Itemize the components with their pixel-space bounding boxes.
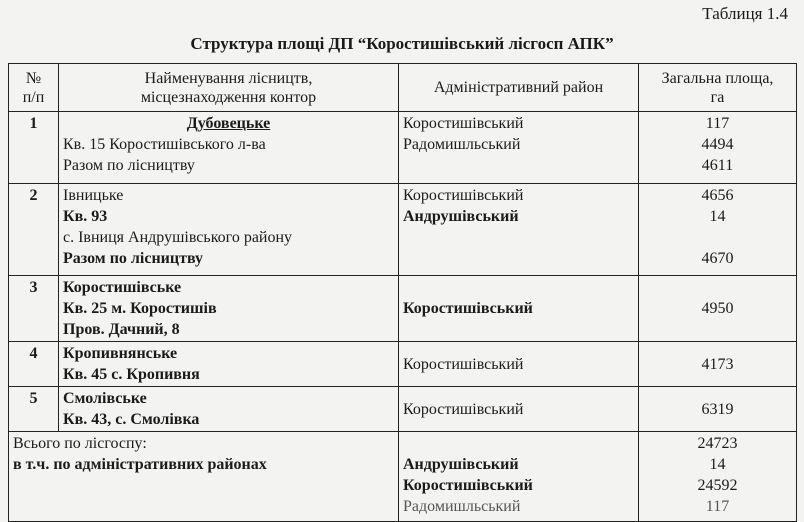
forestry-name: Смолівське xyxy=(63,390,147,407)
table-row xyxy=(9,342,797,387)
header-name-line: місцезнаходження контор xyxy=(140,88,317,106)
forestry-structure-table xyxy=(8,63,797,522)
header-num-line: п/п xyxy=(22,88,45,106)
office-location: с. Івниця Андрушівського району xyxy=(63,229,293,246)
forestry-name-cell xyxy=(59,342,399,387)
forestry-name: Дубовецьке xyxy=(186,115,271,132)
area-value: 4656 xyxy=(701,187,734,204)
area-value: 14 xyxy=(709,208,726,225)
region-cell xyxy=(399,387,639,432)
forestry-name: Івницьке xyxy=(63,187,124,204)
header-region-text: Адміністративний район xyxy=(433,79,604,96)
table-row xyxy=(9,184,797,276)
forestry-name: Коростишівське xyxy=(63,279,182,296)
area-value: 4494 xyxy=(701,136,734,153)
office-location: Кв. 25 м. Коростишів xyxy=(63,300,217,317)
region-name: Коростишівський xyxy=(403,187,524,204)
region-name: Андрушівський xyxy=(403,208,519,225)
area-spacer xyxy=(643,227,792,248)
region-name: Коростишівський xyxy=(403,355,524,373)
header-area xyxy=(639,64,797,112)
header-region xyxy=(399,64,639,112)
document-title: Структура площі ДП “Коростишівський лісгосп АПК” xyxy=(190,34,614,53)
row-number: 4 xyxy=(9,342,59,387)
area-subtotal: 4611 xyxy=(701,157,734,174)
totals-sublabel: в т.ч. по адміністративних районах xyxy=(13,456,267,473)
office-quarter: Кв. 93 xyxy=(63,208,108,225)
table-row xyxy=(9,276,797,342)
office-location: Кв. 45 с. Кропивня xyxy=(63,366,200,383)
totals-label-cell xyxy=(9,432,399,522)
totals-label: Всього по лісгоспу: xyxy=(13,435,147,452)
totals-area-cell xyxy=(639,432,797,522)
forestry-name: Кропивнянське xyxy=(63,345,178,362)
region-name: Коростишівський xyxy=(403,115,524,132)
row-number: 3 xyxy=(9,276,59,342)
header-name xyxy=(59,64,399,112)
totals-row xyxy=(9,432,797,522)
table-number-label: Таблиця 1.4 xyxy=(702,4,788,23)
area-cell xyxy=(639,184,797,276)
row-number: 1 xyxy=(9,112,59,184)
forestry-name-cell xyxy=(59,276,399,342)
area-value: 4950 xyxy=(701,300,734,317)
totals-spacer xyxy=(403,433,634,454)
forestry-subtotal-label: Разом по лісництву xyxy=(63,157,195,174)
row-number: 5 xyxy=(9,387,59,432)
area-value: 6319 xyxy=(701,400,734,418)
region-name: Радомишльський xyxy=(403,136,521,153)
header-area-line: га xyxy=(710,88,725,106)
area-value: 117 xyxy=(705,115,730,132)
office-location: Кв. 15 Коростишівського л-ва xyxy=(63,136,266,153)
table-row xyxy=(9,112,797,184)
region-cell xyxy=(399,276,639,342)
table-row xyxy=(9,387,797,432)
header-num-line: № xyxy=(25,69,42,87)
totals-region-cell xyxy=(399,432,639,522)
region-name: Коростишівський xyxy=(403,477,533,494)
area-subtotal: 4670 xyxy=(701,250,734,267)
header-name-line: Найменування лісництв, xyxy=(144,69,313,87)
area-value: 117 xyxy=(705,498,730,515)
office-location: Кв. 43, с. Смолівка xyxy=(63,411,200,428)
region-cell xyxy=(399,112,639,184)
area-cell xyxy=(639,276,797,342)
area-cell xyxy=(639,342,797,387)
header-row xyxy=(9,64,797,112)
forestry-name-cell xyxy=(59,184,399,276)
area-cell xyxy=(639,387,797,432)
area-value: 4173 xyxy=(701,355,734,373)
row-number: 2 xyxy=(9,184,59,276)
area-value: 24592 xyxy=(697,477,738,494)
region-name: Коростишівський xyxy=(403,400,524,418)
header-area-line: Загальна площа, xyxy=(661,69,774,87)
forestry-name-cell xyxy=(59,112,399,184)
forestry-name-cell xyxy=(59,387,399,432)
region-cell xyxy=(399,342,639,387)
region-cell xyxy=(399,184,639,276)
area-cell xyxy=(639,112,797,184)
area-value: 14 xyxy=(709,456,726,473)
header-num xyxy=(9,64,59,112)
office-address: Пров. Дачний, 8 xyxy=(63,321,180,338)
region-name: Андрушівський xyxy=(403,456,519,473)
region-name: Радомишльський xyxy=(403,498,521,515)
region-name: Коростишівський xyxy=(403,300,533,317)
forestry-subtotal-label: Разом по лісництву xyxy=(63,250,204,267)
grand-total-area: 24723 xyxy=(697,435,738,452)
